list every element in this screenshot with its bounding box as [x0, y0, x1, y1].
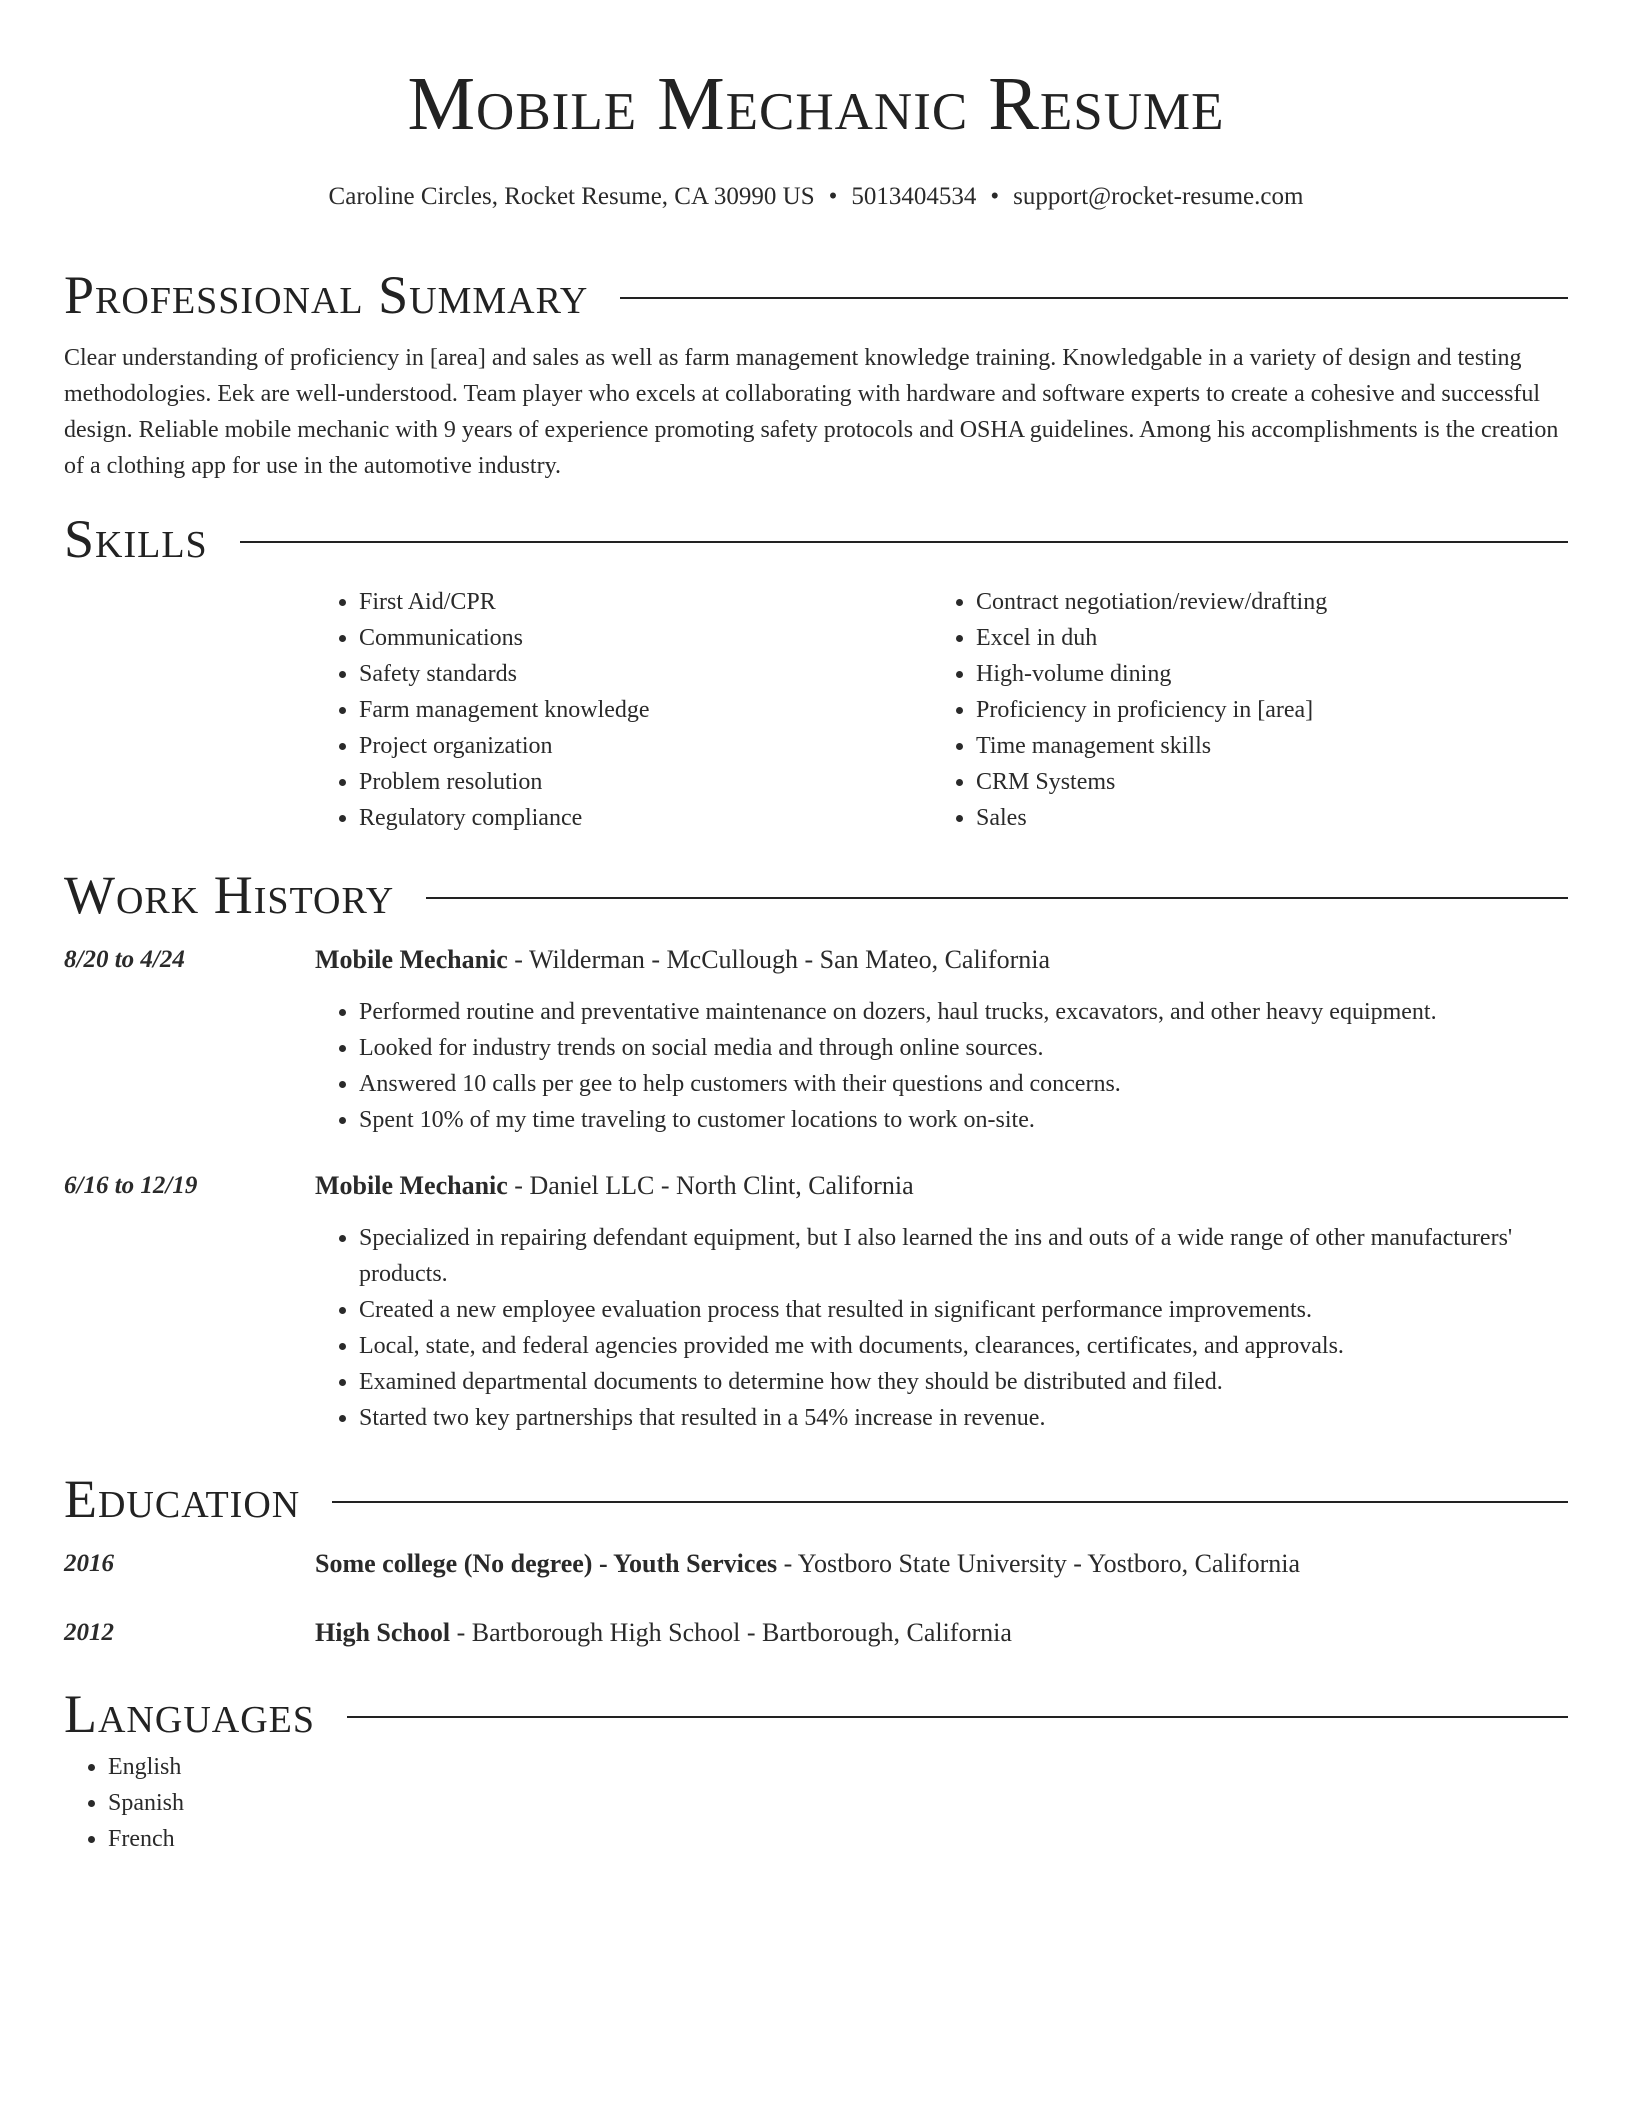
education-year: 2012 — [64, 1619, 114, 1646]
contact-email: support@rocket-resume.com — [1013, 183, 1304, 210]
skill-item: • High-volume dining — [976, 656, 1549, 692]
work-history-header — [64, 860, 1568, 930]
education-entry — [64, 1546, 1568, 1582]
skill-item: • Excel in duh — [976, 620, 1549, 656]
skills-column-left — [315, 584, 932, 836]
contact-separator: • — [828, 183, 838, 210]
skill-item: • Communications — [359, 620, 932, 656]
education-heading: Education — [64, 1469, 301, 1529]
education-header — [64, 1464, 1568, 1534]
skills-column-right — [932, 584, 1549, 836]
education-heading-line — [315, 1546, 1568, 1582]
skill-item: • Contract negotiation/review/drafting — [976, 584, 1549, 620]
section-divider — [620, 297, 1568, 299]
job-body — [315, 942, 1568, 1138]
job-bullet: • Looked for industry trends on social media and through online sources. — [359, 1030, 1568, 1066]
job-entry — [64, 1168, 1568, 1436]
language-item: • English — [108, 1749, 1568, 1785]
job-role: Mobile Mechanic — [315, 945, 508, 974]
job-bullet: • Specialized in repairing defendant equipment, but I also learned the ins and outs of a wide range of other manufacturers' products. — [359, 1220, 1568, 1292]
skill-item: • CRM Systems — [976, 764, 1549, 800]
contact-separator: • — [990, 183, 1000, 210]
job-body — [315, 1168, 1568, 1436]
language-item: • French — [108, 1821, 1568, 1857]
section-divider — [240, 541, 1568, 543]
contact-phone: 5013404534 — [851, 183, 977, 210]
education-entry — [64, 1615, 1568, 1651]
skill-item: • Project organization — [359, 728, 932, 764]
skill-item: • Farm management knowledge — [359, 692, 932, 728]
skills-section — [64, 504, 1568, 836]
education-school: - Yostboro State University - Yostboro, California — [777, 1549, 1301, 1578]
education-body — [315, 1615, 1568, 1651]
skill-item: • Time management skills — [976, 728, 1549, 764]
languages-list — [64, 1749, 1568, 1857]
education-degree: Some college (No degree) - Youth Services — [315, 1549, 778, 1578]
skill-item: • Regulatory compliance — [359, 800, 932, 836]
job-bullets — [315, 994, 1568, 1138]
languages-header — [64, 1679, 1568, 1749]
languages-section — [64, 1679, 1568, 1857]
job-employer: - Wilderman - McCullough - San Mateo, California — [507, 945, 1050, 974]
job-role: Mobile Mechanic — [315, 1171, 508, 1200]
skill-item: • Safety standards — [359, 656, 932, 692]
skills-heading: Skills — [64, 509, 208, 569]
section-divider — [426, 897, 1568, 899]
summary-section — [64, 260, 1568, 484]
language-item: • Spanish — [108, 1785, 1568, 1821]
summary-header — [64, 260, 1568, 330]
summary-heading: Professional Summary — [64, 265, 589, 325]
education-year: 2016 — [64, 1550, 114, 1577]
job-bullets — [315, 1220, 1568, 1436]
job-dates: 6/16 to 12/19 — [64, 1172, 198, 1199]
job-bullet: • Local, state, and federal agencies provided me with documents, clearances, certificates, and approvals. — [359, 1328, 1568, 1364]
skill-item: • First Aid/CPR — [359, 584, 932, 620]
job-heading — [315, 1168, 1568, 1204]
section-divider — [332, 1501, 1568, 1503]
contact-line — [64, 182, 1568, 212]
resume-title: Mobile Mechanic Resume — [407, 62, 1225, 146]
education-school: - Bartborough High School - Bartborough, California — [450, 1618, 1012, 1647]
skills-header — [64, 504, 1568, 574]
skills-list-right — [932, 584, 1549, 836]
skill-item: • Sales — [976, 800, 1549, 836]
job-dates: 8/20 to 4/24 — [64, 946, 185, 973]
education-body — [315, 1546, 1568, 1582]
job-bullet: • Started two key partnerships that resulted in a 54% increase in revenue. — [359, 1400, 1568, 1436]
job-bullet: • Created a new employee evaluation process that resulted in significant performance improvements. — [359, 1292, 1568, 1328]
job-heading — [315, 942, 1568, 978]
job-entry — [64, 942, 1568, 1138]
resume-page — [64, 0, 1568, 1857]
work-history-section — [64, 860, 1568, 1436]
skills-grid — [315, 584, 1568, 836]
education-section — [64, 1464, 1568, 1651]
skill-item: • Proficiency in proficiency in [area] — [976, 692, 1549, 728]
summary-text: Clear understanding of proficiency in [area] and sales as well as farm management knowledge training. Knowledgable in a variety of design and testing methodologies. Eek are well-understood. Team player who excels at collaborating with hardware and software experts to create a cohesive and successful design. Reliable mobile mechanic with 9 years of experience promoting safety protocols and OSHA guidelines. Among his accomplishments is the creation of a clothing app for use in the automotive industry. — [64, 345, 1559, 479]
education-degree: High School — [315, 1618, 451, 1647]
work-history-heading: Work History — [64, 865, 395, 925]
skill-item: • Problem resolution — [359, 764, 932, 800]
languages-heading: Languages — [64, 1684, 315, 1744]
job-bullet: • Performed routine and preventative maintenance on dozers, haul trucks, excavators, and other heavy equipment. — [359, 994, 1568, 1030]
job-employer: - Daniel LLC - North Clint, California — [507, 1171, 914, 1200]
education-heading-line — [315, 1615, 1568, 1651]
contact-address: Caroline Circles, Rocket Resume, CA 30990 US — [328, 183, 815, 210]
skills-list-left — [315, 584, 932, 836]
job-bullet: • Examined departmental documents to determine how they should be distributed and filed. — [359, 1364, 1568, 1400]
section-divider — [347, 1716, 1568, 1718]
job-bullet: • Spent 10% of my time traveling to customer locations to work on-site. — [359, 1102, 1568, 1138]
job-bullet: • Answered 10 calls per gee to help customers with their questions and concerns. — [359, 1066, 1568, 1102]
